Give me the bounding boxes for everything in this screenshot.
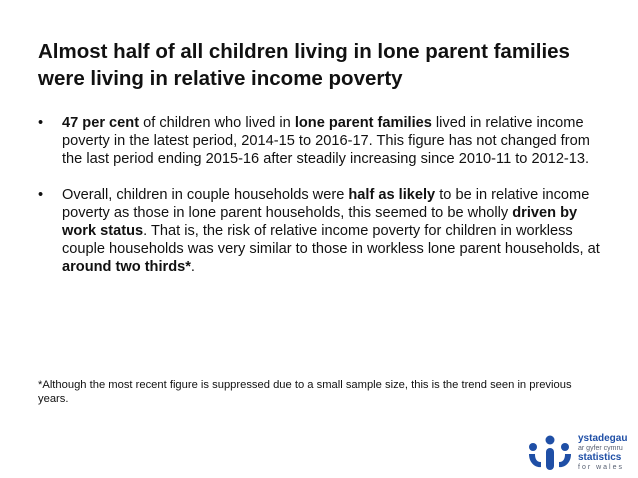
body-text: . That is, the risk of relative income poverty for children in workless couple households was very similar to those in workless lone parent households, at [62,223,600,257]
body-text: Overall, children in couple households were [62,187,349,203]
body-text: to be in relative income poverty as those in lone parent households, this seemed to be wholly [62,187,590,221]
emphasis-text: half as likely [348,187,436,203]
logo-line-statistics: statistics [578,452,622,463]
bullet-item [38,186,608,276]
emphasis-text: 47 per cent [62,115,140,131]
body-text: . [190,259,195,275]
logo-mark-icon [526,434,574,472]
bullet-text [62,115,590,167]
statistics-for-wales-logo [526,434,626,472]
slide-title: Almost half of all children living in lone parent families were living in relative income poverty [38,40,570,90]
bullet-marker: • [38,115,44,131]
emphasis-text: around two thirds* [62,259,191,275]
emphasis-text: lone parent families [294,115,432,131]
logo-line-ar-gyfer-cymru: ar gyfer cymru [578,445,623,452]
logo-text [578,434,627,471]
body-text: lived in relative income poverty in the latest period, 2014-15 to 2016-17. This figure has not changed from the last period ending 2015-16 after steadily increasing since 2010-11 to 2012-13. [62,115,590,167]
footnote: *Although the most recent figure is suppressed due to a small sample size, this is the trend seen in previous years. [38,379,572,405]
bullet-item [38,114,608,168]
bullet-marker: • [38,187,44,203]
bullet-text [62,187,600,275]
body-text: of children who lived in [139,115,295,131]
bullet-list [38,114,608,276]
logo-line-for-wales: for wales [578,464,625,471]
emphasis-text: driven by work status [62,205,578,239]
logo-line-ystadegau: ystadegau [578,433,628,444]
